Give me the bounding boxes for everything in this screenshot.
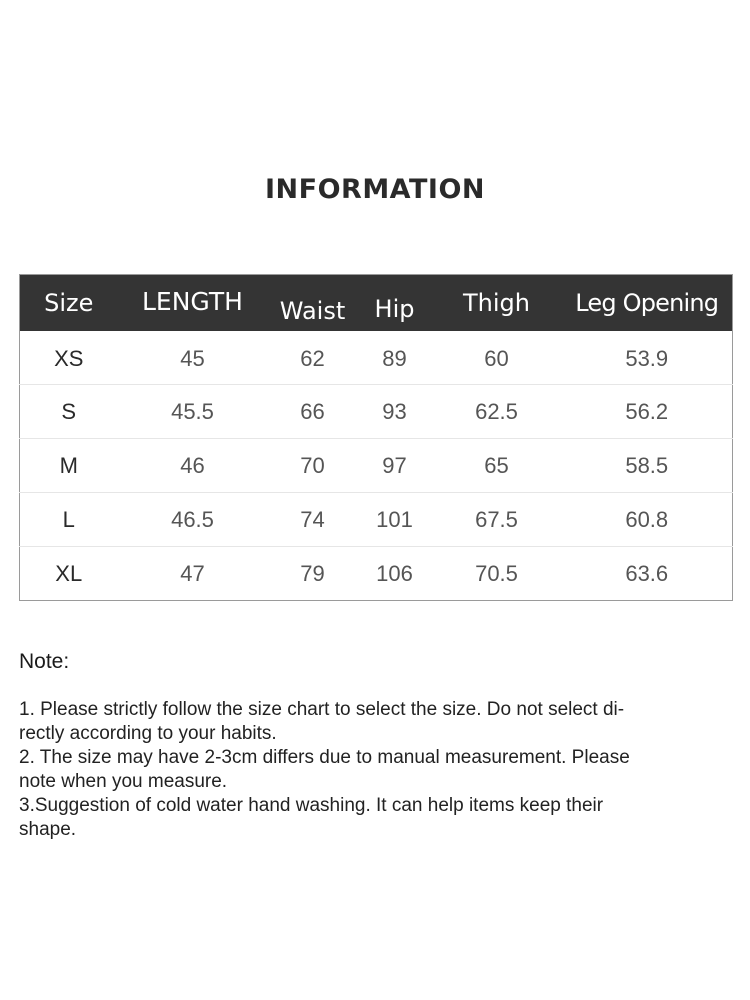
- note-line: rectly according to your habits.: [19, 723, 277, 744]
- length-cell: 46: [118, 439, 268, 493]
- header-size: Size: [44, 288, 94, 317]
- header-length: LENGTH: [142, 287, 243, 316]
- page-title: INFORMATION: [264, 174, 485, 205]
- thigh-cell: 70.5: [432, 547, 562, 601]
- note-line: shape.: [19, 819, 77, 840]
- size-cell: XS: [54, 346, 84, 372]
- table-row: [20, 439, 733, 493]
- waist-cell: 66: [268, 385, 358, 439]
- size-cell: L: [20, 493, 118, 547]
- thigh-cell: 65: [432, 439, 562, 493]
- waist-cell: 70: [268, 439, 358, 493]
- leg-opening-cell: 56.2: [562, 385, 733, 439]
- note-body: [19, 698, 719, 842]
- length-cell: 47: [118, 547, 268, 601]
- note-line: 1. Please strictly follow the size chart to select the size. Do not select di-: [19, 699, 625, 720]
- leg-opening-cell: 53.9: [625, 346, 669, 372]
- hip-cell: 97: [358, 439, 432, 493]
- hip-cell: 101: [358, 493, 432, 547]
- hip-cell: 89: [382, 346, 407, 372]
- thigh-cell: 60: [484, 346, 509, 372]
- length-cell: 45.5: [118, 385, 268, 439]
- waist-cell: 62: [300, 346, 325, 372]
- size-cell: M: [20, 439, 118, 493]
- header-thigh: Thigh: [463, 288, 530, 317]
- table-row: [20, 331, 733, 385]
- thigh-cell: 62.5: [432, 385, 562, 439]
- leg-opening-cell: 58.5: [562, 439, 733, 493]
- header-waist: Waist: [279, 296, 346, 325]
- note-heading: Note:: [19, 650, 70, 673]
- note-line: 3.Suggestion of cold water hand washing. It can help items keep their: [19, 795, 604, 816]
- size-cell: S: [20, 385, 118, 439]
- table-row: [20, 385, 733, 439]
- table-header-row: [20, 275, 733, 331]
- header-leg-opening: Leg Opening: [575, 288, 719, 317]
- header-hip: Hip: [374, 294, 415, 323]
- hip-cell: 93: [358, 385, 432, 439]
- note-line: note when you measure.: [19, 771, 228, 792]
- table-row: [20, 493, 733, 547]
- size-cell: XL: [20, 547, 118, 601]
- leg-opening-cell: 63.6: [562, 547, 733, 601]
- note-line: 2. The size may have 2-3cm differs due to manual measurement. Please: [19, 747, 630, 768]
- waist-cell: 79: [268, 547, 358, 601]
- size-chart-table: [19, 274, 733, 601]
- table-row: [20, 547, 733, 601]
- length-cell: 46.5: [118, 493, 268, 547]
- waist-cell: 74: [268, 493, 358, 547]
- hip-cell: 106: [358, 547, 432, 601]
- leg-opening-cell: 60.8: [562, 493, 733, 547]
- thigh-cell: 67.5: [432, 493, 562, 547]
- length-cell: 45: [180, 346, 205, 372]
